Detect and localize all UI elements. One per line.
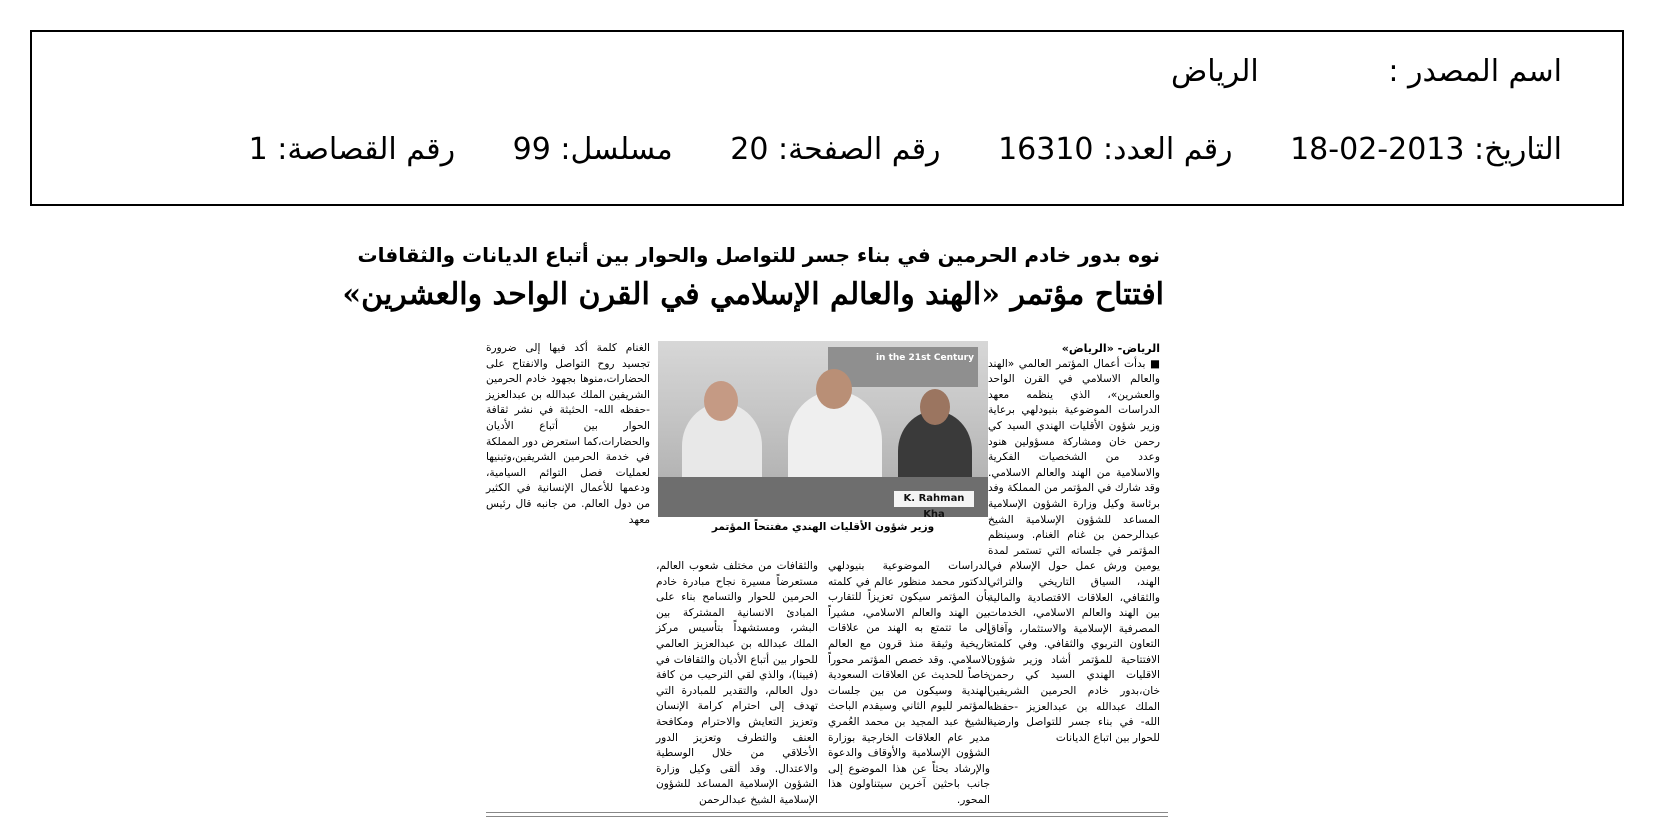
source-line bbox=[1171, 54, 1562, 89]
article-headline: افتتاح مؤتمر «الهند والعالم الإسلامي في القرن الواحد والعشرين» bbox=[342, 277, 1164, 312]
article-photo bbox=[658, 341, 988, 520]
head-right bbox=[920, 389, 950, 425]
article-column-middle bbox=[656, 559, 990, 821]
details-line bbox=[249, 132, 1562, 167]
article-kicker: نوه بدور خادم الحرمين في بناء جسر للتواصل والحوار بين أتباع الديانات والثقافات bbox=[357, 243, 1160, 267]
column-middle-a-text: والثقافات من مختلف شعوب العالم، مستعرضاً مسيرة نجاح مبادرة خادم الحرمين للحوار والتسامح بناء على المبادئ الانسانية المشتركة بين البشر، ومستشهداً بتأسيس مركز الملك عبدالله بن عبدالعزيز العالمي للحوار بين أتباع الأديان والثقافات في (فيينا)، والذي لقي الترحيب من كافة دول العالم، والتقدير للمبادرة التي تهدف إلى احترام كرامة الإنسان وتعزيز التعايش والاحترام ومكافحة العنف والتطرف وتعزيز الدور الأخلاقي من خلال الوسطية والاعتدال. وقد ألقى وكيل وزارة الشؤون الإسلامية المساعد للشؤون الإسلامية الشيخ عبدالرحمن bbox=[656, 560, 818, 806]
column-middle-b-text: الدراسات الموضوعية بنيودلهي الدكتور محمد منظور عالم في كلمته بأن المؤتمر سيكون تعزيزاً للتقارب بين الهند والعالم الاسلامي، مشيراً إلى ما تتمتع به الهند من علاقات تاريخية وثيقة منذ قرون مع العالم الاسلامي. وقد خصص المؤتمر محوراً خاصاً للحديث عن العلاقات السعودية الهندية وسيكون من بين جلسات المؤتمر لليوم الثاني وسيقدم الباحث الشيخ عبد المجيد بن محمد العُمري مدير عام العلاقات الخارجية بوزارة الشؤون الإسلامية والأوقاف والدعوة والإرشاد بحثاً عن هذا الموضوع إلى جانب باحثين آخرين سيتناولون هذا المحور. bbox=[828, 560, 990, 806]
issue-number: رقم العدد: 16310 bbox=[998, 132, 1233, 167]
nameplate: K. Rahman Kha bbox=[894, 491, 974, 507]
article-column-left bbox=[486, 341, 650, 821]
metadata-box bbox=[30, 30, 1624, 206]
column-left-text: الغنام كلمة أكد فيها إلى ضرورة تجسيد روح التواصل والانفتاح على الحضارات،منوها بجهود خادم الحرمين الشريفين الملك عبدالله بن عبدالعزيز -حفظه الله- الحثيثة في نشر ثقافة الحوار بين أتباع الأديان والحضارات،كما استعرض دور المملكة في خدمة الحرمين الشريفين،وتبنيها لعمليات فصل التوائم السيامية، ودعمها للأعمال الإنسانية في الكثير من دول العالم. من جانبه قال رئيس معهد bbox=[486, 342, 650, 526]
head-left bbox=[704, 381, 738, 421]
clip-number: رقم القصاصة: 1 bbox=[248, 132, 456, 167]
photo-caption: وزير شؤون الأقليات الهندي مفتتحاً المؤتمر bbox=[711, 521, 935, 533]
newspaper-clipping bbox=[342, 233, 1168, 821]
article-column-right bbox=[988, 341, 1160, 821]
column-right-text: ■ بدأت أعمال المؤتمر العالمي «الهند والعالم الاسلامي في القرن الواحد والعشرين»، الذي ينظمه معهد الدراسات الموضوعية بنيودلهي برعاية وزير شؤون الأقليات الهندي السيد كي رحمن خان ومشاركة مسؤولين هنود وعدد من الشخصيات الفكرية والاسلامية من الهند والعالم الاسلامي. وقد شارك في المؤتمر من المملكة وفد برئاسة وكيل وزارة الشؤون الإسلامية المساعد للشؤون الإسلامية الشيخ عبدالرحمن بن غنام الغنام. وسينظم المؤتمر في جلساته التي تستمر لمدة يومين ورش عمل حول الإسلام في الهند، السياق التاريخي والتراثي والثقافي، العلاقات الاقتصادية والمالية بين الهند والعالم الاسلامي، الخدمات المصرفية الإسلامية والاستثمار، وآفاق التعاون التربوي والثقافي. وفي كلمته الافتتاحية للمؤتمر أشاد وزير شؤون الاقليات الهندي السيد كي رحمن خان،بدور خادم الحرمين الشريفين الملك عبدالله بن عبدالعزيز -حفظه الله- في بناء جسر للتواصل وارضية للحوار بين اتباع الديانات bbox=[988, 357, 1160, 744]
page-number: رقم الصفحة: 20 bbox=[730, 132, 941, 167]
banner-text: in the 21st Century bbox=[875, 353, 974, 363]
bottom-rule bbox=[486, 812, 1168, 817]
head-center bbox=[816, 369, 852, 409]
source-label: اسم المصدر : bbox=[1388, 54, 1562, 89]
date-field: التاريخ: 2013-02-18 bbox=[1290, 132, 1562, 167]
source-value: الرياض bbox=[1170, 54, 1259, 89]
article-byline: الرياض- «الرياض» bbox=[1061, 342, 1160, 355]
serial-number: مسلسل: 99 bbox=[512, 132, 673, 167]
